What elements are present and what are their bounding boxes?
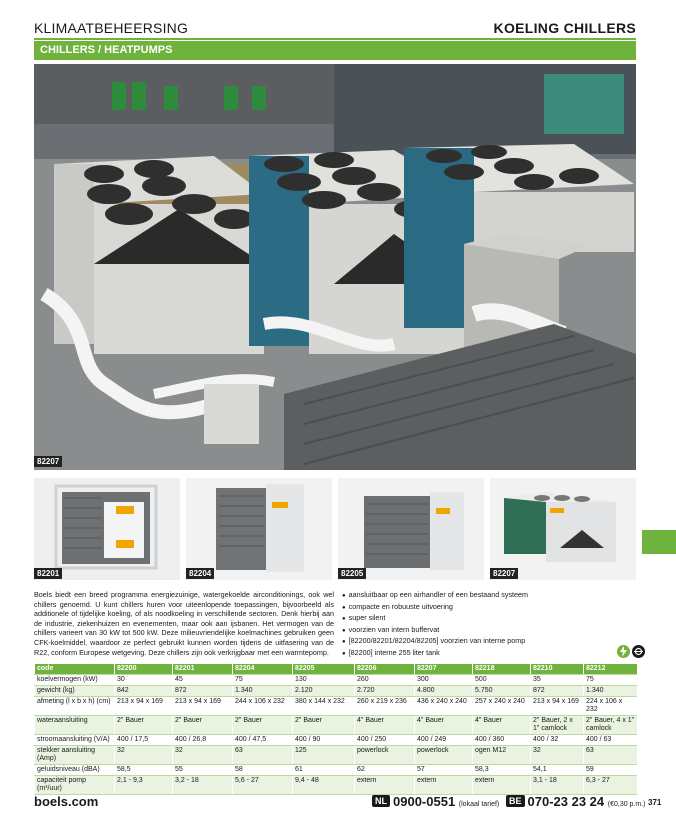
column-header: 82218	[473, 664, 531, 675]
table-cell: 55	[173, 765, 233, 776]
thumbnail-82205	[338, 478, 484, 580]
column-header: 82204	[233, 664, 293, 675]
table-cell: 213 x 94 x 169	[115, 697, 173, 716]
table-cell: 58,3	[473, 765, 531, 776]
table-cell: 2,1 - 9,3	[115, 776, 173, 795]
feature-item: ● voorzien van intern buffervat	[342, 625, 636, 637]
feature-list	[342, 590, 636, 660]
country-badge-nl: NL	[372, 795, 390, 807]
table-row	[35, 735, 637, 746]
column-header: 82200	[115, 664, 173, 675]
chiller-thumb-illustration	[338, 478, 484, 580]
phone-nl[interactable]	[372, 794, 499, 809]
table-cell: 257 x 240 x 240	[473, 697, 531, 716]
table-row	[35, 765, 637, 776]
table-cell: koelvermogen (kW)	[35, 675, 115, 686]
phone-number-nl: 0900-0551	[393, 794, 456, 809]
table-row	[35, 776, 637, 795]
table-cell: 2" Bauer	[233, 716, 293, 735]
main-photo	[34, 64, 636, 470]
table-cell: 842	[115, 686, 173, 697]
table-cell: 4" Bauer	[355, 716, 415, 735]
table-cell: 2" Bauer, 4 x 1" camlock	[584, 716, 637, 735]
table-cell: geluidsniveau (dBA)	[35, 765, 115, 776]
table-cell: 30	[115, 675, 173, 686]
table-cell: stroomaansluiting (V/A)	[35, 735, 115, 746]
table-cell: 872	[173, 686, 233, 697]
table-cell: 500	[473, 675, 531, 686]
column-header: code	[35, 664, 115, 675]
table-cell: 2" Bauer	[115, 716, 173, 735]
column-header: 82210	[531, 664, 584, 675]
power-icon	[617, 645, 630, 658]
table-cell: 400 / 90	[293, 735, 355, 746]
table-row	[35, 746, 637, 765]
table-cell: 224 x 106 x 232	[584, 697, 637, 716]
page-number: 371	[648, 798, 662, 807]
table-cell: 4.800	[415, 686, 473, 697]
brand-url[interactable]: boels.com	[34, 794, 99, 809]
feature-item: ● aansluitbaar op een airhandler of een bestaand systeem	[342, 590, 636, 602]
table-cell: ogen M12	[473, 746, 531, 765]
phone-be[interactable]	[506, 794, 646, 809]
feature-item: ● [82200] interne 255 liter tank	[342, 648, 636, 660]
table-cell: 9,4 - 48	[293, 776, 355, 795]
table-cell: 213 x 94 x 169	[173, 697, 233, 716]
table-cell: 400 / 17,5	[115, 735, 173, 746]
table-cell: 3,1 - 18	[531, 776, 584, 795]
description-text: Boels biedt een breed programma energiezuinige, watergekoelde airconditionings, ook wel chillers genoemd. U kunt chillers huren voor uiteenlopende toepassingen, bijvoorbeeld als additionele of tijdelijke koeling, of als noodkoeling in verschillende sectoren. Denk hierbij aan de industrie, ziekenhuizen en evenementen, maar ook aan ijsbanen. Het vermogen van de chillers varieert van 30 kW tot 500 kW. Deze milieuvriendelijke koelmachines gebruiken geen CFK-koelmiddel, waardoor ze perfect gebruikt kunnen worden tijdens de uitfasering van de R22, conform Europese wetgeving. Deze chillers zijn ook verkrijgbaar met een warmtepomp.	[34, 590, 334, 657]
table-row	[35, 686, 637, 697]
main-photo-code: 82207	[34, 456, 62, 467]
table-cell: 32	[173, 746, 233, 765]
table-cell: 872	[531, 686, 584, 697]
table-cell: 1.340	[584, 686, 637, 697]
table-cell: 57	[415, 765, 473, 776]
thumbnail-82201	[34, 478, 180, 580]
country-badge-be: BE	[506, 795, 525, 807]
table-cell: capaciteit pomp (m³/uur)	[35, 776, 115, 795]
chiller-thumb-illustration	[34, 478, 180, 580]
table-cell: 130	[293, 675, 355, 686]
table-cell: extern	[473, 776, 531, 795]
thumbnail-82204	[186, 478, 332, 580]
table-cell: powerlock	[415, 746, 473, 765]
table-cell: 32	[531, 746, 584, 765]
table-cell: 400 / 250	[355, 735, 415, 746]
table-cell: extern	[355, 776, 415, 795]
column-header: 82205	[293, 664, 355, 675]
table-cell: 2" Bauer	[293, 716, 355, 735]
table-cell: 2.720	[355, 686, 415, 697]
table-cell: extern	[415, 776, 473, 795]
refrigerant-icon	[632, 645, 645, 658]
phone-note-nl: (lokaal tarief)	[458, 801, 500, 808]
table-cell: 213 x 94 x 169	[531, 697, 584, 716]
table-cell: 2" Bauer	[173, 716, 233, 735]
table-cell: 62	[355, 765, 415, 776]
thumbnail-code: 82205	[338, 568, 366, 579]
table-cell: 400 / 360	[473, 735, 531, 746]
column-header: 82212	[584, 664, 637, 675]
table-cell: 61	[293, 765, 355, 776]
table-cell: 400 / 47,5	[233, 735, 293, 746]
chiller-thumb-illustration	[186, 478, 332, 580]
table-cell: 300	[415, 675, 473, 686]
table-cell: 125	[293, 746, 355, 765]
table-cell: 3,2 - 18	[173, 776, 233, 795]
table-cell: 400 / 63	[584, 735, 637, 746]
feature-item: ● [82200/82201/82204/82205] voorzien van interne pomp	[342, 636, 636, 648]
table-cell: 6,3 - 27	[584, 776, 637, 795]
table-cell: powerlock	[355, 746, 415, 765]
table-cell: 4" Bauer	[473, 716, 531, 735]
table-cell: 32	[115, 746, 173, 765]
table-cell: 436 x 240 x 240	[415, 697, 473, 716]
chiller-thumb-illustration	[490, 478, 636, 580]
table-cell: 380 x 144 x 232	[293, 697, 355, 716]
phone-number-be: 070-23 23 24	[527, 794, 605, 809]
header-rule	[34, 38, 636, 40]
table-cell: 45	[173, 675, 233, 686]
table-cell: 54,1	[531, 765, 584, 776]
column-header: 82201	[173, 664, 233, 675]
table-cell: 63	[584, 746, 637, 765]
section-side-tab	[642, 530, 676, 554]
table-cell: 75	[233, 675, 293, 686]
table-cell: 260	[355, 675, 415, 686]
table-cell: 1.340	[233, 686, 293, 697]
feature-item: ● compacte en robuuste uitvoering	[342, 602, 636, 614]
table-cell: 58	[233, 765, 293, 776]
feature-item: ● super silent	[342, 613, 636, 625]
category-label: KLIMAATBEHEERSING	[34, 20, 189, 36]
thumbnail-code: 82207	[490, 568, 518, 579]
table-cell: 4" Bauer	[415, 716, 473, 735]
page-title: KOELING CHILLERS	[493, 20, 636, 36]
table-cell: 400 / 26,8	[173, 735, 233, 746]
column-header: 82206	[355, 664, 415, 675]
table-cell: 260 x 219 x 236	[355, 697, 415, 716]
thumbnail-code: 82201	[34, 568, 62, 579]
table-row	[35, 675, 637, 686]
table-cell: gewicht (kg)	[35, 686, 115, 697]
table-cell: 63	[233, 746, 293, 765]
spec-table	[34, 664, 637, 795]
phone-note-be: (€0,30 p.m.)	[607, 801, 646, 808]
table-cell: 2.120	[293, 686, 355, 697]
table-cell: 5,6 - 27	[233, 776, 293, 795]
table-header-row	[35, 664, 637, 675]
table-cell: 75	[584, 675, 637, 686]
table-cell: 400 / 249	[415, 735, 473, 746]
table-row	[35, 697, 637, 716]
table-cell: 58,5	[115, 765, 173, 776]
chillers-illustration	[34, 64, 636, 470]
table-cell: 400 / 32	[531, 735, 584, 746]
table-cell: 59	[584, 765, 637, 776]
table-cell: stekker aansluiting (Amp)	[35, 746, 115, 765]
table-cell: afmeting (l x b x h) (cm)	[35, 697, 115, 716]
table-cell: 5.750	[473, 686, 531, 697]
table-cell: 244 x 106 x 232	[233, 697, 293, 716]
column-header: 82207	[415, 664, 473, 675]
table-cell: wateraansluiting	[35, 716, 115, 735]
thumbnail-code: 82204	[186, 568, 214, 579]
table-cell: 35	[531, 675, 584, 686]
table-cell: 2" Bauer, 2 x 1" camlock	[531, 716, 584, 735]
section-bar: CHILLERS / HEATPUMPS	[34, 41, 636, 60]
table-row	[35, 716, 637, 735]
thumbnail-82207	[490, 478, 636, 580]
